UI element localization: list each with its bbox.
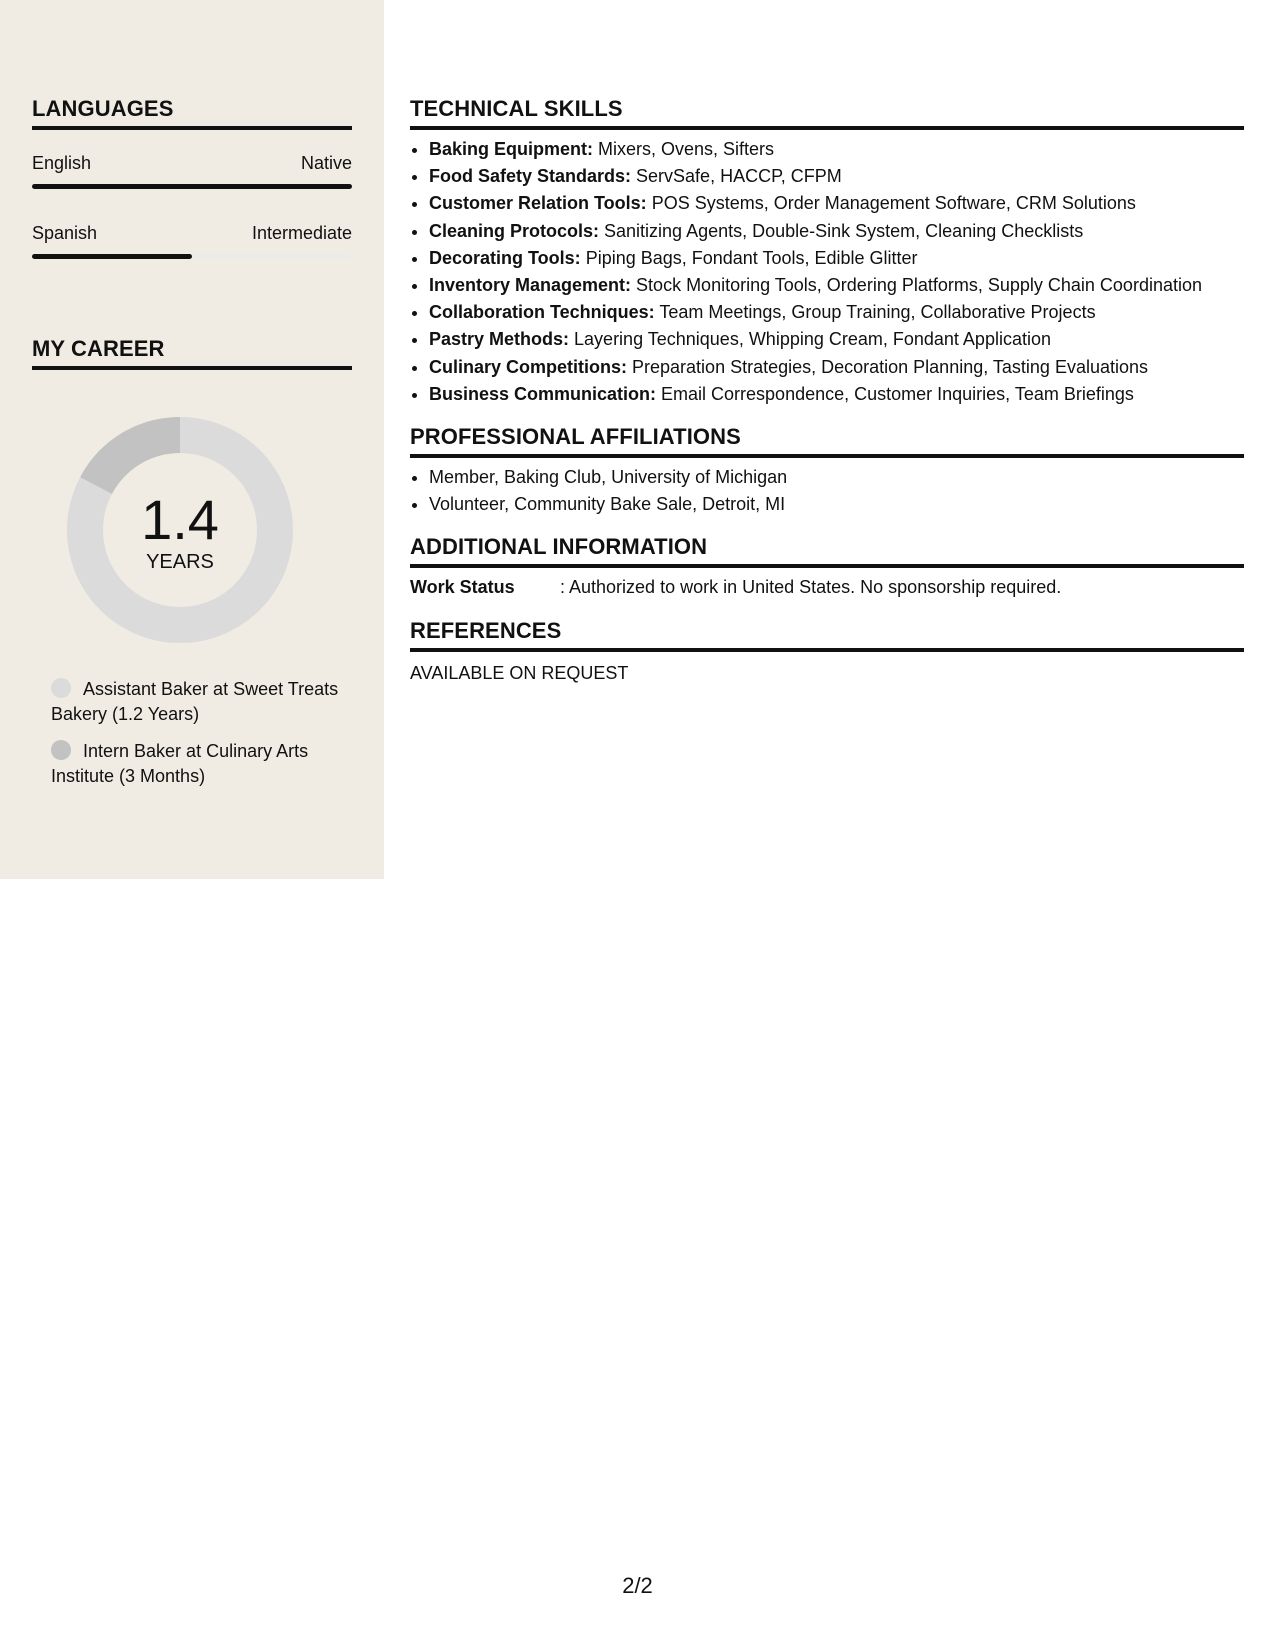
- language-bar: [32, 184, 352, 189]
- page-number: 2/2: [622, 1573, 653, 1598]
- sidebar: [0, 0, 384, 879]
- affiliation-item: • Member, Baking Club, University of Michigan: [429, 464, 1244, 491]
- skill-label: Decorating Tools:: [429, 247, 581, 268]
- language-level: Intermediate: [251, 223, 352, 243]
- skill-label: Cleaning Protocols:: [429, 220, 600, 241]
- skill-item: [429, 381, 1244, 408]
- legend-label: Intern Baker at Culinary Arts Institute (3 Months): [51, 741, 309, 786]
- legend-item: [51, 739, 351, 789]
- main-content: [410, 96, 1244, 686]
- technical-skills-title: TECHNICAL SKILLS: [410, 96, 1244, 130]
- languages-section: [32, 96, 352, 259]
- affiliations-title: PROFESSIONAL AFFILIATIONS: [410, 424, 1244, 458]
- skill-text: POS Systems, Order Management Software, CRM Solutions: [646, 193, 1136, 214]
- skill-text: Preparation Strategies, Decoration Planning, Tasting Evaluations: [627, 356, 1148, 377]
- donut-segment-intern: [96, 435, 180, 486]
- skill-text: Email Correspondence, Customer Inquiries, Team Briefings: [656, 383, 1134, 404]
- language-item-english: [32, 152, 352, 189]
- language-bar-fill: [32, 184, 352, 189]
- career-unit: YEARS: [146, 551, 214, 573]
- skill-text: Team Meetings, Group Training, Collaborative Projects: [654, 302, 1096, 323]
- references-text: AVAILABLE ON REQUEST: [410, 663, 629, 684]
- skill-text: Layering Techniques, Whipping Cream, Fondant Application: [569, 329, 1051, 350]
- legend-dot: [51, 740, 71, 760]
- career-donut: [64, 414, 296, 646]
- skill-item: [429, 299, 1244, 326]
- language-bar-fill: [32, 254, 192, 259]
- skill-text: Piping Bags, Fondant Tools, Edible Glitter: [580, 247, 918, 268]
- language-name: English: [32, 153, 92, 173]
- technical-skills-list: [410, 136, 1244, 408]
- skill-item: [429, 354, 1244, 381]
- skill-item: [429, 163, 1244, 190]
- language-level: Native: [300, 153, 352, 173]
- affiliations-list: [410, 464, 1244, 518]
- skill-item: [429, 136, 1244, 163]
- legend-item: [51, 677, 351, 727]
- references-title: REFERENCES: [410, 618, 1244, 652]
- skill-item: [429, 245, 1244, 272]
- legend-dot: [51, 678, 71, 698]
- skill-label: Baking Equipment:: [429, 139, 594, 159]
- skill-text: ServSafe, HACCP, CFPM: [631, 166, 842, 187]
- career-legend: [51, 677, 351, 801]
- skill-text: Stock Monitoring Tools, Ordering Platforms, Supply Chain Coordination: [631, 275, 1202, 296]
- career-title: MY CAREER: [32, 336, 352, 370]
- additional-info-title: ADDITIONAL INFORMATION: [410, 534, 1244, 568]
- skill-text: Sanitizing Agents, Double-Sink System, Cleaning Checklists: [599, 220, 1084, 241]
- language-name: Spanish: [32, 223, 98, 243]
- career-total: 1.4: [141, 488, 219, 551]
- languages-title: LANGUAGES: [32, 96, 352, 130]
- career-section: [32, 336, 352, 370]
- skill-label: Pastry Methods:: [429, 329, 570, 350]
- skill-text: Mixers, Ovens, Sifters: [593, 139, 775, 159]
- skill-item: [429, 218, 1244, 245]
- skill-item: [429, 190, 1244, 217]
- skill-item: [429, 326, 1244, 353]
- skill-label: Culinary Competitions:: [429, 356, 628, 377]
- legend-label: Assistant Baker at Sweet Treats Bakery (1.2 Years): [51, 679, 339, 724]
- skill-label: Customer Relation Tools:: [429, 193, 647, 214]
- skill-label: Inventory Management:: [429, 275, 632, 296]
- affiliation-item: • Volunteer, Community Bake Sale, Detroit, MI: [429, 491, 1244, 518]
- work-status-value: : Authorized to work in United States. No sponsorship required.: [560, 577, 1062, 598]
- skill-item: [429, 272, 1244, 299]
- work-status-label: Work Status: [410, 577, 515, 598]
- skill-label: Food Safety Standards:: [429, 166, 632, 187]
- work-status-row: [410, 574, 1244, 600]
- language-item-spanish: [32, 222, 352, 259]
- skill-label: Collaboration Techniques:: [429, 302, 655, 323]
- language-bar: [32, 254, 352, 259]
- skill-label: Business Communication:: [429, 383, 657, 404]
